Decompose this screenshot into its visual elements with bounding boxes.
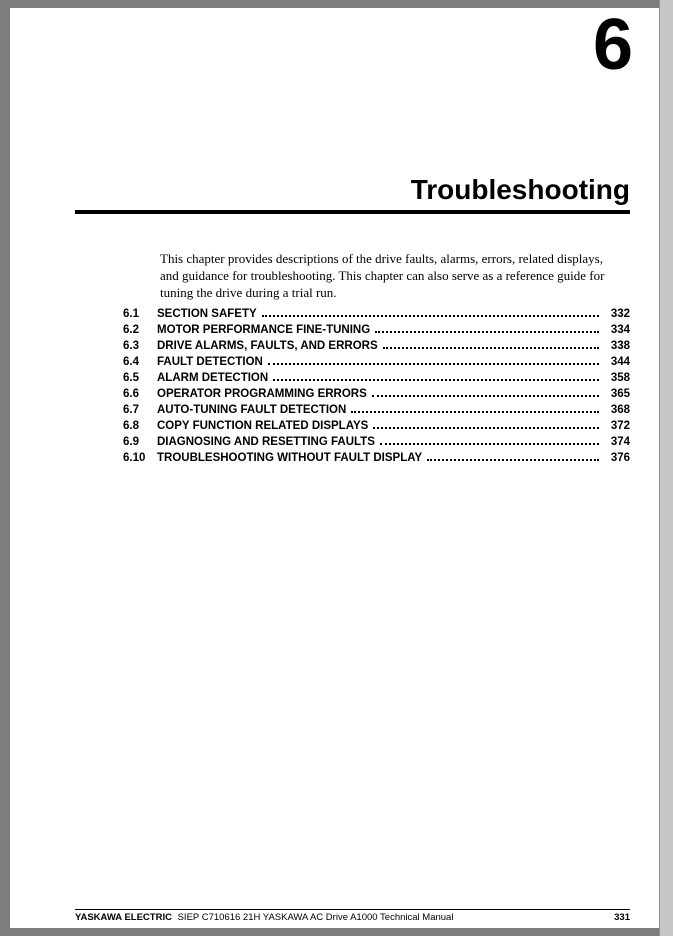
toc-leader-dots: [351, 411, 599, 413]
chapter-number: 6: [592, 5, 632, 85]
toc-entry-number: 6.2: [123, 324, 139, 336]
toc-leader-dots: [375, 331, 599, 333]
toc-entry-title: FAULT DETECTION: [157, 356, 263, 368]
toc-entry[interactable]: [123, 352, 630, 368]
toc-leader-dots: [373, 427, 599, 429]
toc-leader-dots: [273, 379, 599, 381]
toc-entry-number: 6.6: [123, 388, 139, 400]
toc-entry-title: AUTO-TUNING FAULT DETECTION: [157, 404, 347, 416]
toc-entry-number: 6.1: [123, 308, 139, 320]
toc-entry-page: 344: [610, 356, 630, 368]
toc-entry[interactable]: [123, 304, 630, 320]
page-footer: [75, 909, 630, 923]
toc-entry-title: OPERATOR PROGRAMMING ERRORS: [157, 388, 367, 400]
toc-entry-page: 368: [610, 404, 630, 416]
toc-entry-title: MOTOR PERFORMANCE FINE-TUNING: [157, 324, 371, 336]
toc-leader-dots: [383, 347, 599, 349]
toc-entry[interactable]: [123, 368, 630, 384]
footer-doc-reference: SIEP C710616 21H YASKAWA AC Drive A1000 Technical Manual: [177, 912, 454, 923]
toc-entry-page: 358: [610, 372, 630, 384]
toc-entry[interactable]: [123, 416, 630, 432]
toc-entry[interactable]: [123, 432, 630, 448]
toc-leader-dots: [262, 315, 599, 317]
toc-entry-number: 6.7: [123, 404, 139, 416]
toc-entry-page: 338: [610, 340, 630, 352]
footer-brand: YASKAWA ELECTRIC: [75, 912, 172, 923]
toc-entry-title: DRIVE ALARMS, FAULTS, AND ERRORS: [157, 340, 378, 352]
toc-entry-number: 6.3: [123, 340, 139, 352]
chapter-title: Troubleshooting: [410, 174, 630, 205]
toc-entry-title: SECTION SAFETY: [157, 308, 257, 320]
toc-entry-number: 6.10: [123, 452, 146, 464]
document-page: [10, 5, 660, 928]
toc-entry-page: 334: [610, 324, 630, 336]
toc-entry-number: 6.5: [123, 372, 139, 384]
table-of-contents: [123, 304, 630, 464]
toc-entry[interactable]: [123, 336, 630, 352]
footer-document-info: [75, 912, 453, 923]
toc-leader-dots: [380, 443, 599, 445]
toc-leader-dots: [372, 395, 599, 397]
toc-entry-number: 6.9: [123, 436, 139, 448]
footer-page-number: 331: [614, 912, 630, 923]
toc-entry[interactable]: [123, 384, 630, 400]
toc-entry[interactable]: [123, 448, 630, 464]
toc-entry-number: 6.4: [123, 356, 139, 368]
toc-entry-number: 6.8: [123, 420, 139, 432]
toc-entry-title: DIAGNOSING AND RESETTING FAULTS: [157, 436, 375, 448]
toc-entry-title: COPY FUNCTION RELATED DISPLAYS: [157, 420, 369, 432]
toc-entry-page: 372: [610, 420, 630, 432]
toc-entry-title: TROUBLESHOOTING WITHOUT FAULT DISPLAY: [157, 452, 423, 464]
toc-entry-title: ALARM DETECTION: [157, 372, 269, 384]
chapter-intro-paragraph: This chapter provides descriptions of the drive faults, alarms, errors, related displays, and guidance for troubleshooting. This chapter can also serve as a reference guide for tuning the drive during a trial run.: [160, 251, 605, 300]
scrollbar[interactable]: [659, 0, 673, 936]
chapter-title-block: [75, 174, 630, 214]
toc-entry-page: 376: [610, 452, 630, 464]
toc-entry-page: 374: [610, 436, 630, 448]
toc-entry[interactable]: [123, 400, 630, 416]
toc-leader-dots: [268, 363, 599, 365]
toc-leader-dots: [427, 459, 599, 461]
toc-entry[interactable]: [123, 320, 630, 336]
toc-entry-page: 365: [610, 388, 630, 400]
toc-entry-page: 332: [610, 308, 630, 320]
